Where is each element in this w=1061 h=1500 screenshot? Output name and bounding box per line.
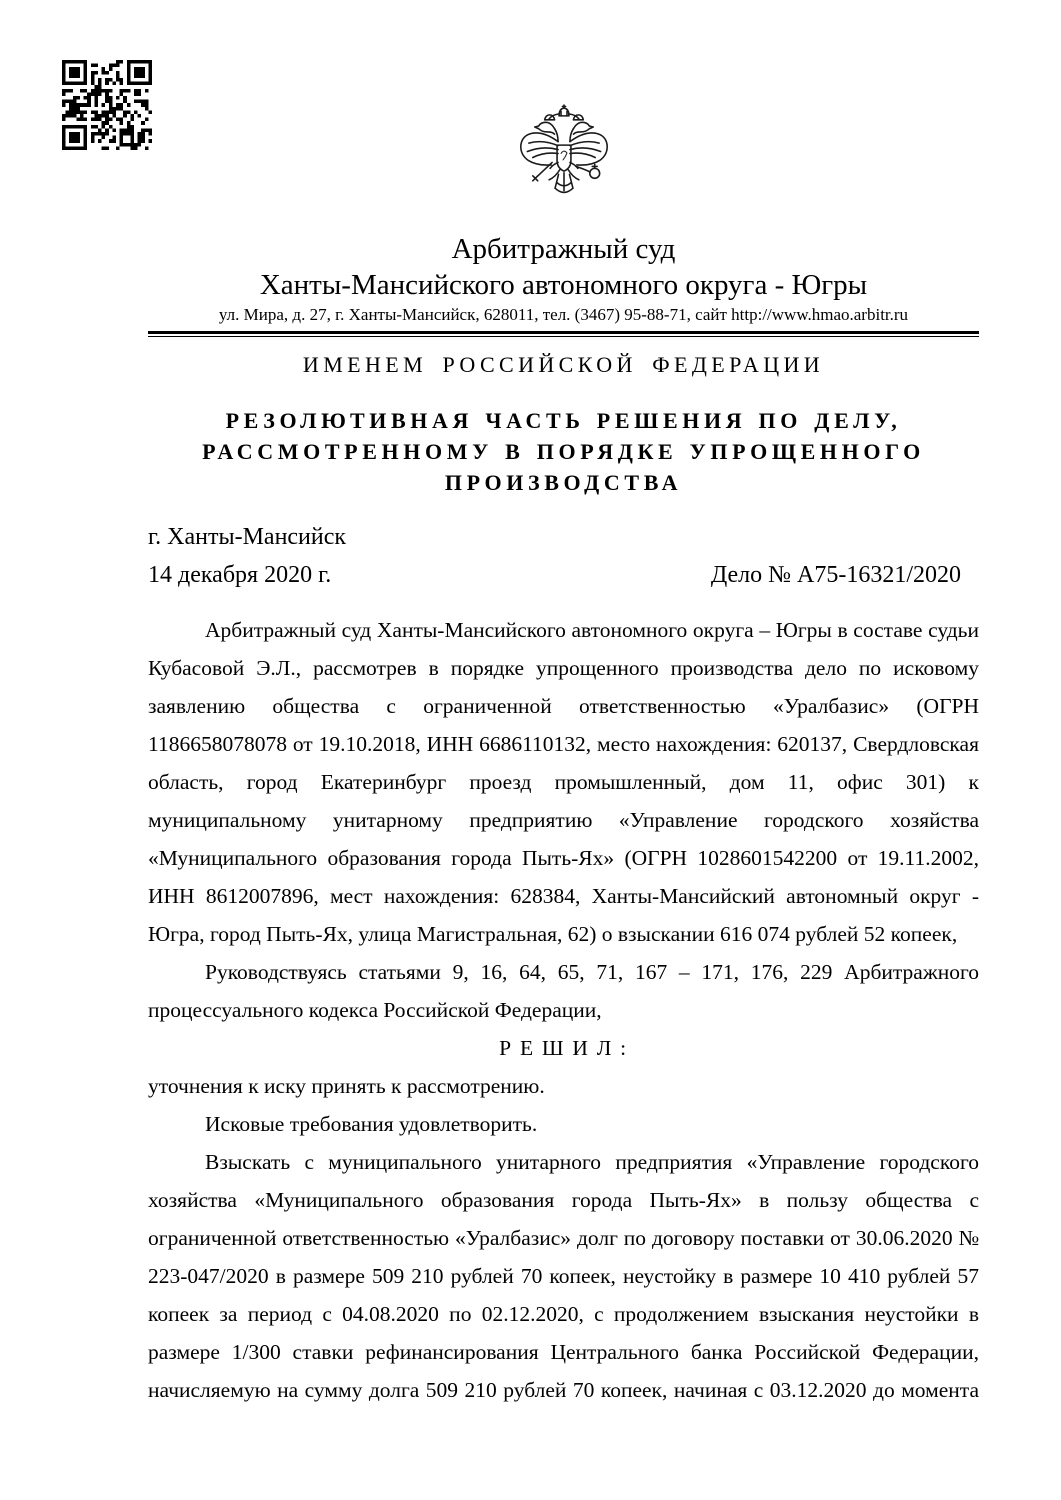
paragraph-guided-by: Руководствуясь статьями 9, 16, 64, 65, 71, 167 – 171, 176, 229 Арбитражного процессуального кодекса Российской Федерации, <box>148 960 979 1022</box>
paragraph-clarifications: уточнения к иску принять к рассмотрению. <box>148 1074 545 1098</box>
court-region: Ханты-Мансийского автономного округа - Югры <box>259 269 868 301</box>
in-name-of-federation-line: ИМЕНЕМ РОССИЙСКОЙ ФЕДЕРАЦИИ <box>302 352 825 377</box>
court-name: Арбитражный суд <box>451 233 676 265</box>
document-content <box>148 103 979 1409</box>
russia-coat-of-arms-icon <box>514 103 614 210</box>
paragraph-claims-satisfied: Исковые требования удовлетворить. <box>205 1112 538 1136</box>
case-number: Дело № А75-16321/2020 <box>710 562 961 588</box>
resolved-heading: Р Е Ш И Л : <box>499 1036 628 1060</box>
court-address: ул. Мира, д. 27, г. Ханты-Мансийск, 628011, тел. (3467) 95-88-71, сайт http://www.hmao.arbitr.ru <box>218 305 909 324</box>
qr-code-icon <box>62 57 152 153</box>
date-case-row <box>148 561 979 589</box>
header-divider <box>148 331 979 337</box>
decision-body <box>148 611 979 1409</box>
place-line: г. Ханты-Мансийск <box>148 524 347 550</box>
paragraph-intro: Арбитражный суд Ханты-Мансийского автономного округа – Югры в составе судьи Кубасовой Э.Л., рассмотрев в порядке упрощенного производства дело по исковому заявлению общества с ограниченной ответственностью «Уралбазис» (ОГРН 1186658078078 от 19.10.2018, ИНН 6686110132, место нахождения: 620137, Свердловская область, город Екатеринбург проезд промышленный, дом 11, офис 301) к муниципальному унитарному предприятию «Управление городского хозяйства «Муниципального образования города Пыть-Ях» (ОГРН 1028601542200 от 19.11.2002, ИНН 8612007896, мест нахождения: 628384, Ханты-Мансийский автономный округ - Югра, город Пыть-Ях, улица Магистральная, 62) о взыскании 616 074 рублей 52 копеек, <box>148 618 979 946</box>
document-title: РЕЗОЛЮТИВНАЯ ЧАСТЬ РЕШЕНИЯ ПО ДЕЛУ, РАССМОТРЕННОМУ В ПОРЯДКЕ УПРОЩЕННОГО ПРОИЗВОДСТВА <box>202 408 925 495</box>
divider-thick-line <box>148 331 979 334</box>
paragraph-recover: Взыскать с муниципального унитарного предприятия «Управление городского хозяйства «Муниципального образования города Пыть-Ях» в пользу общества с ограниченной ответственностью «Уралбазис» долг по договору поставки от 30.06.2020 № 223-047/2020 в размере 509 210 рублей 70 копеек, неустойку в размере 10 410 рублей 57 копеек за период с 04.08.2020 по 02.12.2020, с продолжением взыскания неустойки в размере 1/300 ставки рефинансирования Центрального банка Российской Федерации, начисляемую на сумму долга 509 210 рублей 70 копеек, начиная с 03.12.2020 до момента <box>148 1150 979 1402</box>
decision-date: 14 декабря 2020 г. <box>148 562 332 588</box>
divider-thin-line <box>148 336 979 337</box>
